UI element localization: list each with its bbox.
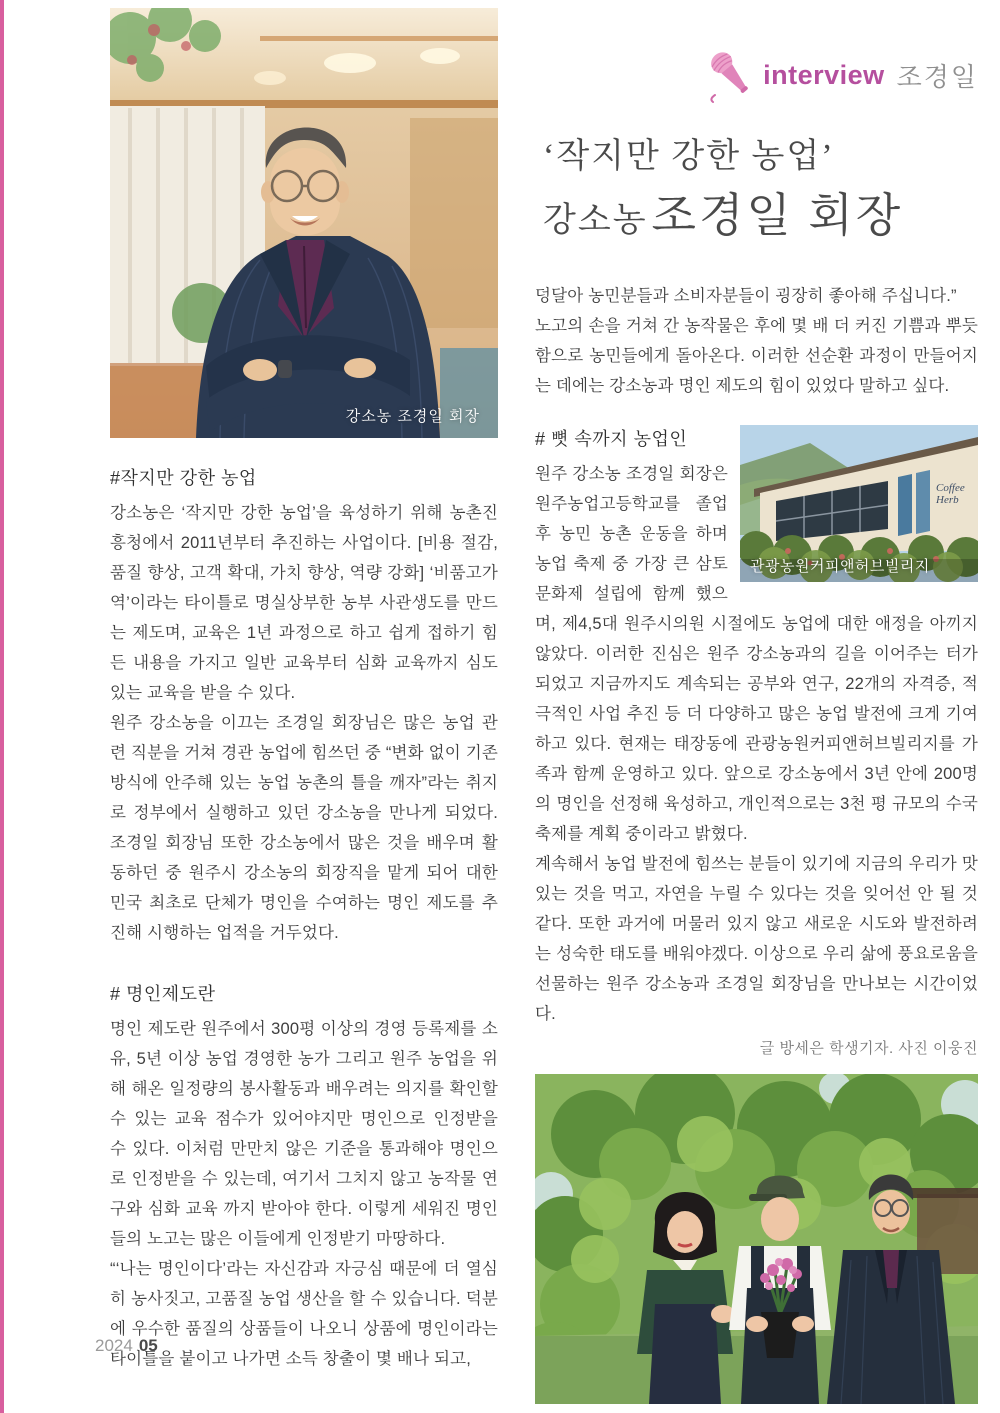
title-org: 강소농 [543, 202, 648, 239]
section-small-strong-farm-text [110, 498, 498, 948]
section-heading-small-strong-farm: #작지만 강한 농업 [110, 468, 257, 488]
building-photo [740, 425, 978, 582]
portrait-caption: 강소농 조경일 회장 [345, 408, 480, 425]
paragraph: 노고의 손을 거쳐 간 농작물은 후에 몇 배 더 커진 기쁨과 뿌듯함으로 농민들에게 돌아온다. 이러한 선순환 과정이 만들어지는 데에는 강소농과 명인 제도의 힘이 있었다 말하고 싶다. [535, 317, 978, 395]
paragraph: “‘나는 명인이다’라는 자신감과 자긍심 때문에 더 열심히 농사짓고, 고품질 농업 생산을 할 수 있습니다. 덕분에 우수한 품질의 상품들이 나오니 상품에 명인이라는 타이틀을 붙이고 나가면 소득 창출이 몇 배나 되고, [110, 1260, 498, 1368]
footer-year: 2024 [95, 1336, 133, 1355]
building-sign-line1: Coffee [936, 482, 965, 494]
article-title [543, 134, 978, 255]
building-caption: 관광농원커피앤허브빌리지 [750, 558, 930, 575]
title-person: 조경일 회장 [651, 190, 904, 241]
left-column [110, 8, 498, 1374]
brand-interviewee: 조경일 [896, 61, 978, 92]
section-heading-farmer-to-the-bone: # 뼛 속까지 농업인 [535, 429, 688, 449]
paragraph: 강소농은 ‘작지만 강한 농업’을 육성하기 위해 농촌진흥청에서 2011년부터 추진하는 사업이다. [비용 절감, 품질 향상, 고객 확대, 가치 향상, 역량 강화] ‘비품고가역’이라는 타이틀로 명실상부한 농부 사관생도를 만드는 제도며, 교육은 1년 과정으로 하고 쉽게 접하기 힘든 내용을 가지고 일반 교육부터 심화 교육까지 심도 있는 교육을 받을 수 있다. [110, 504, 498, 702]
article-brand [535, 46, 978, 104]
byline: 글 방세은 학생기자. 사진 이웅진 [759, 1040, 978, 1057]
paragraph: 원주 강소농 조경일 회장은 원주농업고등학교를 졸업 후 농민 농촌 운동을 하며 농업 축제 중 가장 큰 삼토문화제 설립에 함께 했으며, 제4,5대 원주시의원 시절에도 농업에 대한 애정을 아끼지 않았다. 이러한 진심은 원주 강소농과의 길을 이어주는 터가 되었고 지금까지도 계속되는 공부와 연구, 22개의 자격증, 적극적인 사업 추진 등 더 다양하고 많은 농업 발전에 크게 기여하고 있다. 현재는 태장동에 관광농원커피앤허브빌리지를 가족과 함께 운영하고 있다. 앞으로 강소농에서 3년 안에 200명의 명인을 선정해 육성하고, 개인적으로는 3천 평 규모의 수국 축제를 계획 중이라고 밝혔다. [535, 465, 978, 843]
building-sign-line2: Herb [936, 494, 959, 506]
brand-label: interview [763, 59, 885, 90]
section-heading-master-system: # 명인제도란 [110, 984, 216, 1004]
family-photo-illustration [535, 1074, 978, 1404]
portrait-photo-illustration [110, 8, 498, 438]
page-footer [95, 1336, 158, 1356]
section-farmer-to-the-bone [535, 425, 978, 1029]
microphone-icon [705, 47, 759, 103]
title-line-1: ‘작지만 강한 농업’ [543, 138, 835, 175]
family-photo [535, 1074, 978, 1404]
paragraph: 덩달아 농민분들과 소비자분들이 굉장히 좋아해 주십니다.” [535, 287, 957, 305]
paragraph: 계속해서 농업 발전에 힘쓰는 분들이 있기에 지금의 우리가 맛있는 것을 먹고, 자연을 누릴 수 있다는 것을 잊어선 안 될 것 같다. 또한 과거에 머물러 있지 않고 새로운 시도와 발전하려는 성숙한 태도를 배워야겠다. 이상으로 우리 삶에 풍요로움을 선물하는 원주 강소농과 조경일 회장님을 만나보는 시간이었다. [535, 855, 978, 1023]
portrait-photo [110, 8, 498, 438]
intro-text [535, 281, 978, 401]
right-column [535, 0, 978, 1404]
title-line-2 [543, 188, 978, 255]
paragraph: 원주 강소농을 이끄는 조경일 회장님은 많은 농업 관련 직분을 거쳐 경관 농업에 힘쓰던 중 “변화 없이 기존 방식에 안주해 있는 농업 농촌의 틀을 깨자”라는 취지로 정부에서 실행하고 있던 강소농을 만나게 되었다. 조경일 회장님 또한 강소농에서 많은 것을 배우며 활동하던 중 원주시 강소농의 회장직을 맡게 되어 대한민국 최초로 단체가 명인을 수여하는 명인 제도를 추진해 시행하는 업적을 거두었다. [110, 714, 498, 942]
section-master-system-text [110, 1014, 498, 1374]
paragraph: 명인 제도란 원주에서 300평 이상의 경영 등록제를 소유, 5년 이상 농업 경영한 농가 그리고 원주 농업을 위해 해온 일정량의 봉사활동과 배우려는 의지를 확인할 수 있는 교육 점수가 있어야지만 명인으로 인정받을 수 있다. 이처럼 만만치 않은 기준을 통과해야 명인으로 인정받을 수 있는데, 여기서 그치지 않고 농작물 연구와 심화 교육 까지 받아야 한다. 이렇게 세워진 명인들의 노고는 많은 이들에게 인정받기 마땅하다. [110, 1020, 498, 1248]
footer-page-number: 05 [138, 1336, 158, 1355]
page-edge-accent [0, 0, 4, 1413]
